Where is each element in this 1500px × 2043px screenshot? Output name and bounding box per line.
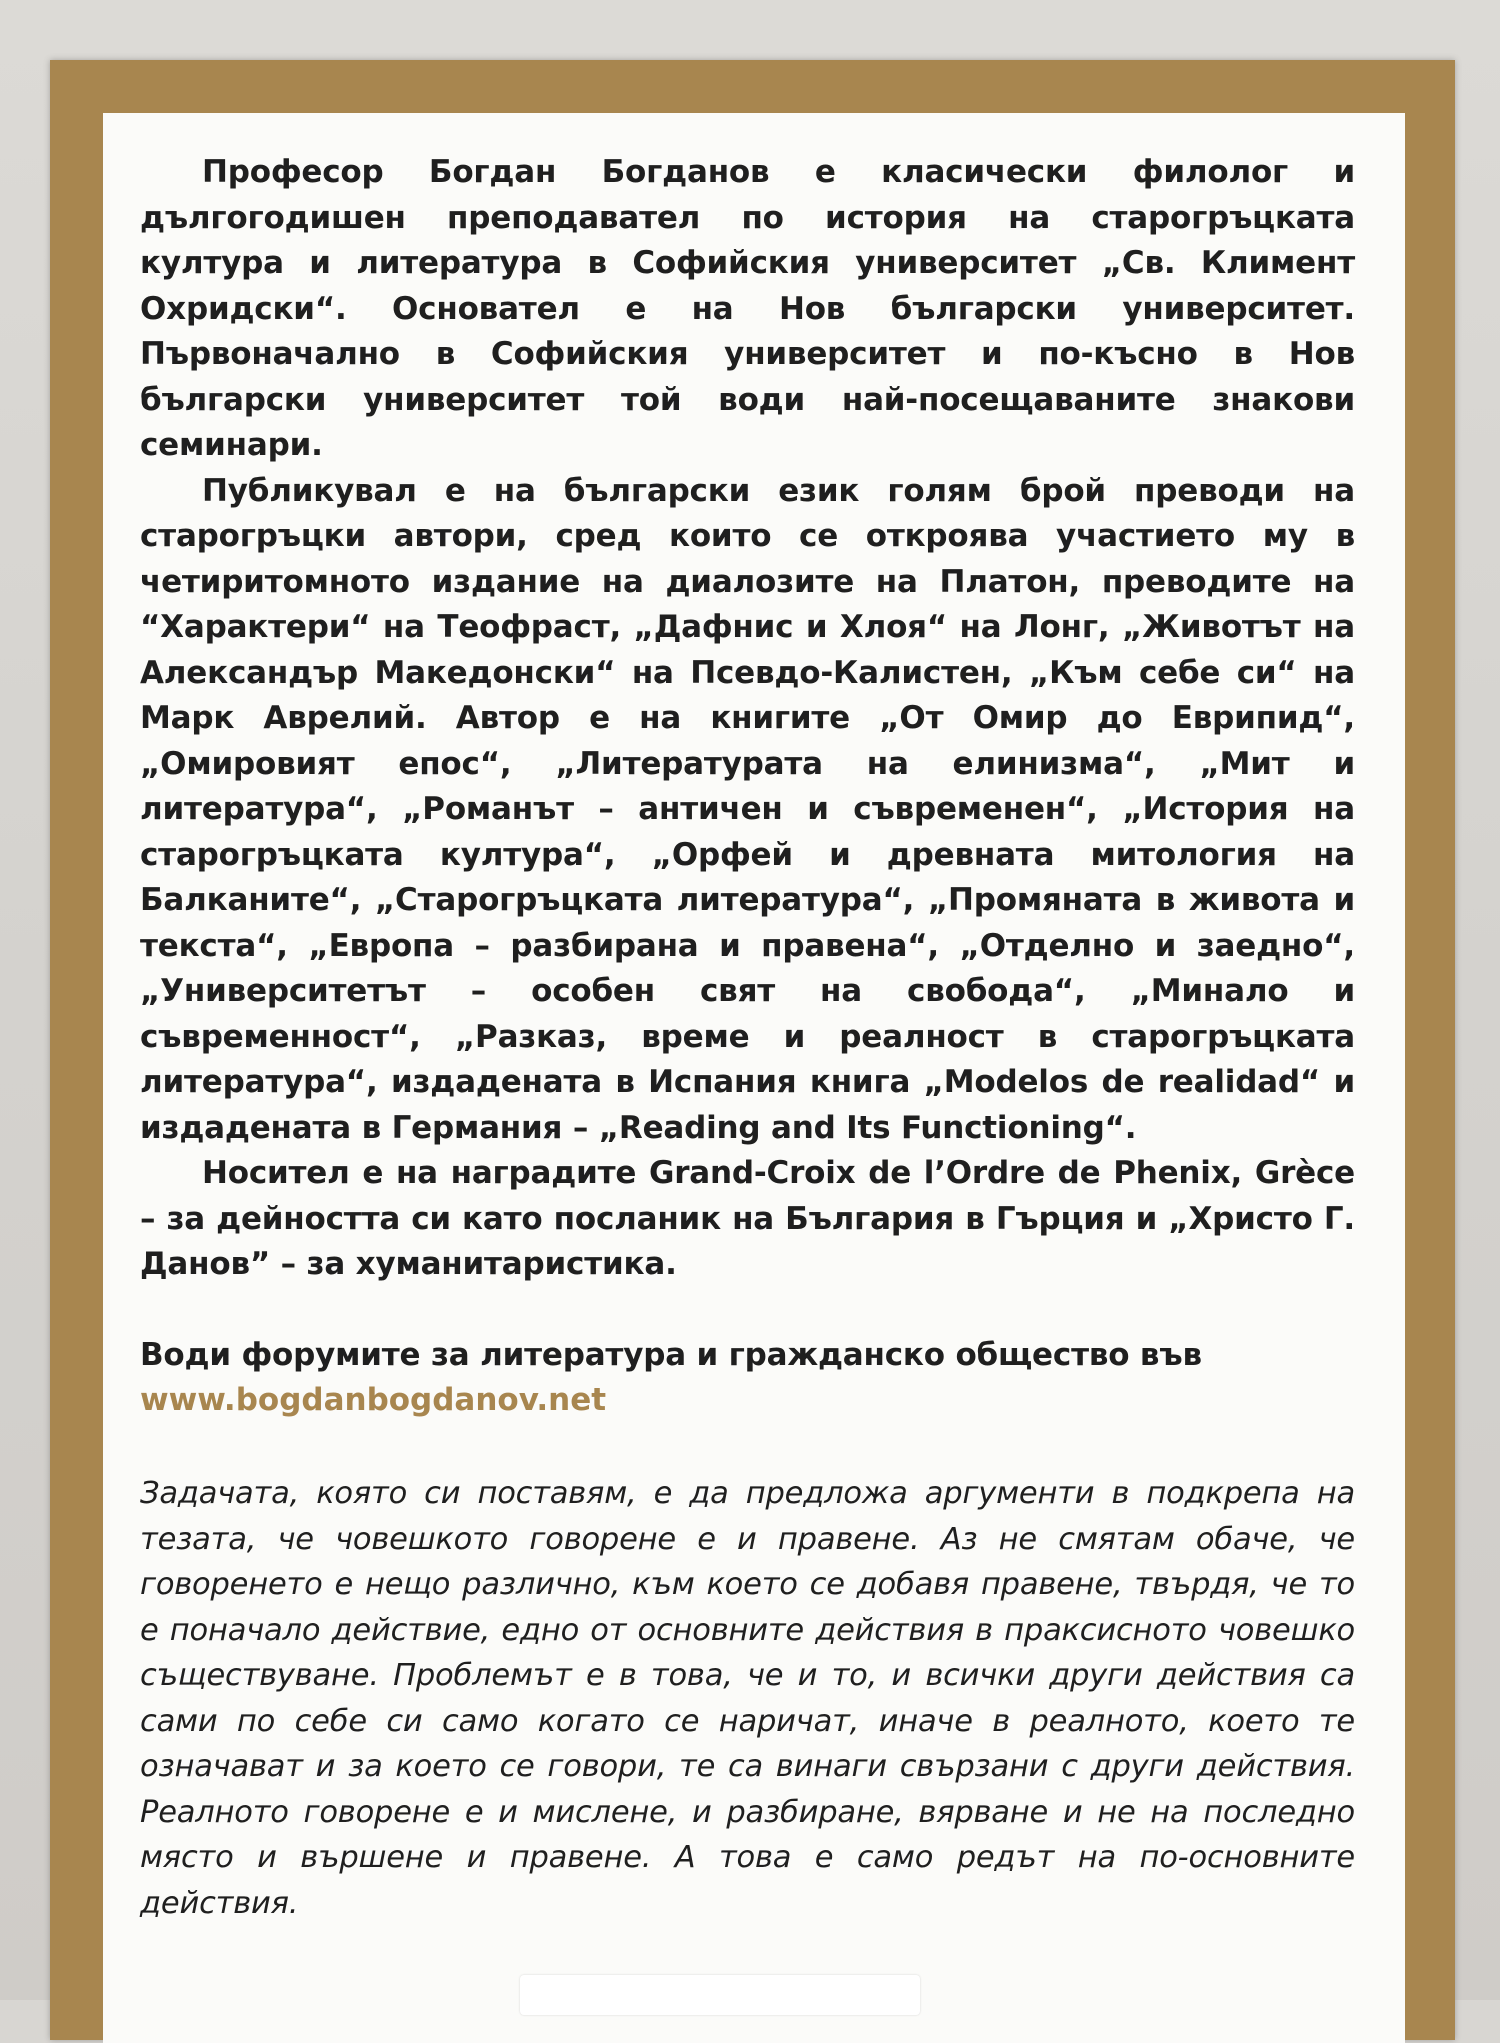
bio-paragraph-3: Носител е на наградите Grand-Croix de l’Ordre de Phenix, Grèce – за дейността си като посланик на България в Гърция и „Христо Г. Данов” – за хуманитаристика. — [140, 1155, 1355, 1282]
website-link[interactable]: www.bogdanbogdanov.net — [140, 1382, 607, 1418]
author-quote: Задачата, която си поставям, е да предложа аргументи в подкрепа на тезата, че човешкото говорене е и правене. Аз не смятам обаче, че говоренето е нещо различно, към което се добавя правене, твърдя, че то е поначало действие, едно от основните действия в праксисното човешко съществуване. Проблемът е в това, че и то, и всички други действия са сами по себе си само когато се наричат, иначе в реалното, което те означават и за което се говори, те са винаги свързани с други действия. Реалното говорене е и мислене, и разбиране, вярване и не на последно място и вършене и правене. А това е само редът на по-основните действия. — [140, 1476, 1355, 1921]
bio-paragraph-2: Публикувал е на български език голям брой преводи на старогръцки автори, сред които се откроява участието му в четиритомното издание на диалозите на Платон, преводите на “Характери“ на Теофраст, „Дафнис и Хлоя“ на Лонг, „Животът на Александър Македонски“ на Псевдо-Калистен, „Към себе си“ на Марк Аврелий. Автор е на книгите „От Омир до Еврипид“, „Омировият епос“, „Литературата на елинизма“, „Мит и литература“, „Романът – античен и съвременен“, „История на старогръцката култура“, „Орфей и древната митология на Балканите“, „Старогръцката литература“, „Промяната в живота и текста“, „Европа – разбирана и правена“, „Отделно и заедно“, „Университетът – особен свят на свобода“, „Минало и съвременност“, „Разказ, време и реалност в старогръцката литература“, издадената в Испания книга „Modelos de realidad“ и издадената в Германия – „Reading and Its Functioning“. — [140, 472, 1355, 1146]
bio-paragraph-1: Професор Богдан Богданов е класически филолог и дългогодишен преподавател по история на старогръцката култура и литература в Софийския университет „Св. Климент Охридски“. Основател е на Нов български университет. Първоначално в Софийския университет и по-късно в Нов български университет той води най-посещаваните знакови семинари. — [140, 154, 1355, 463]
forum-text: Води форумите за литература и гражданско общество във — [140, 1336, 1202, 1373]
price-sticker — [520, 1975, 920, 2015]
back-cover-text — [140, 150, 1355, 1926]
